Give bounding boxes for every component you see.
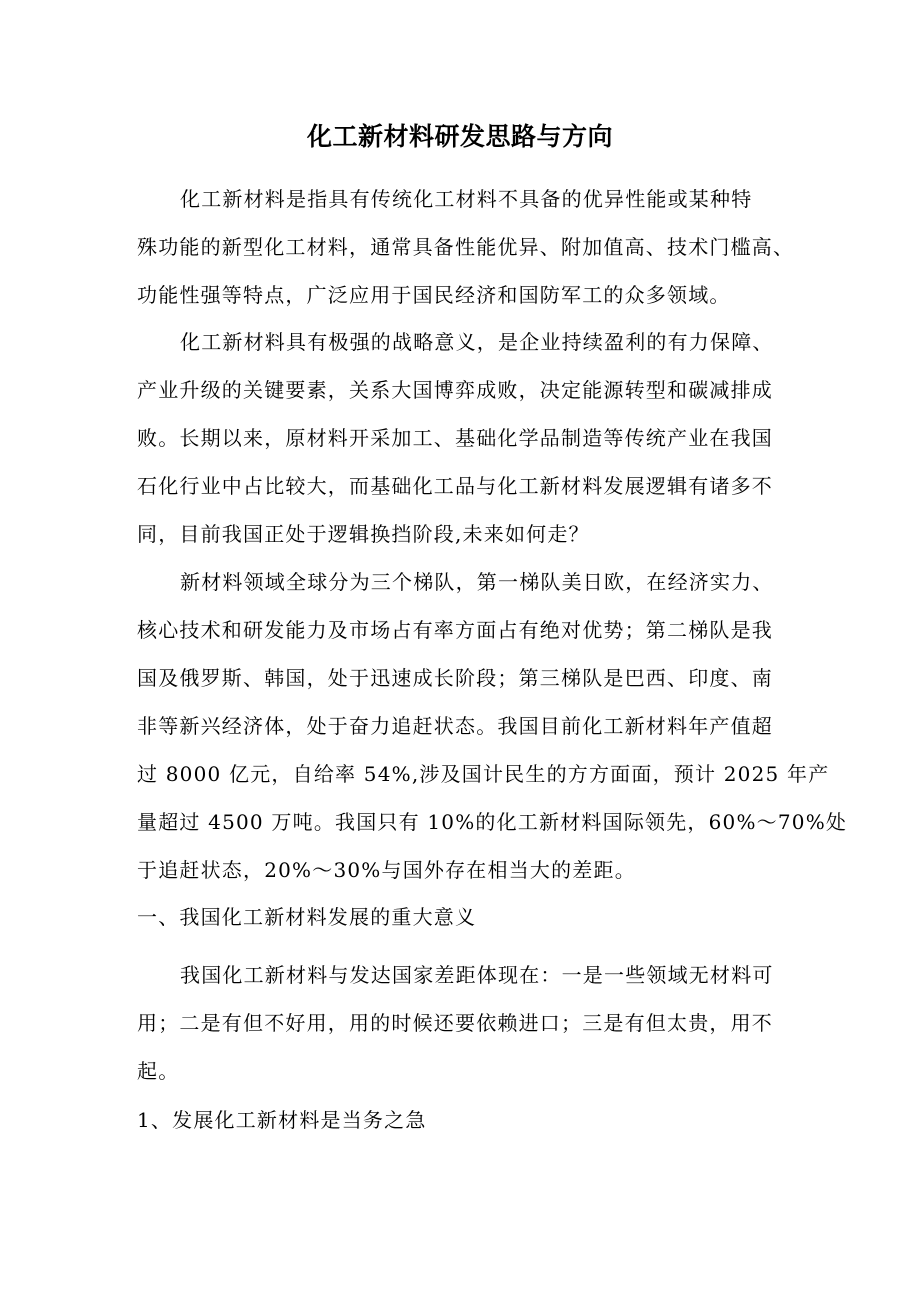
- paragraph-3-line-5: 过 8000 亿元，自给率 54%,涉及国计民生的方方面面，预计 2025 年产: [137, 762, 830, 786]
- paragraph-3-line-4: 非等新兴经济体，处于奋力追赶状态。我国目前化工新材料年产值超: [137, 714, 773, 738]
- section-paragraph-line-1: 我国化工新材料与发达国家差距体现在：一是一些领域无材料可: [180, 963, 774, 987]
- section-paragraph-line-3: 起。: [137, 1059, 180, 1083]
- paragraph-2-line-3: 败。长期以来，原材料开采加工、基础化学品制造等传统产业在我国: [137, 426, 773, 450]
- paragraph-3-line-7: 于追赶状态，20%～30%与国外存在相当大的差距。: [137, 858, 636, 882]
- subsection-heading: 1、发展化工新材料是当务之急: [137, 1108, 427, 1132]
- paragraph-3-line-2: 核心技术和研发能力及市场占有率方面占有绝对优势；第二梯队是我: [137, 618, 773, 642]
- document-title: 化工新材料研发思路与方向: [306, 122, 613, 151]
- paragraph-1-line-1: 化工新材料是指具有传统化工材料不具备的优异性能或某种特: [180, 187, 753, 211]
- paragraph-2-line-2: 产业升级的关键要素，关系大国博弈成败，决定能源转型和碳减排成: [137, 378, 773, 402]
- section-paragraph-line-2: 用；二是有但不好用，用的时候还要依赖进口；三是有但太贵，用不: [137, 1011, 773, 1035]
- paragraph-2-line-4: 石化行业中占比较大，而基础化工品与化工新材料发展逻辑有诸多不: [137, 474, 773, 498]
- paragraph-2-line-1: 化工新材料具有极强的战略意义，是企业持续盈利的有力保障、: [180, 330, 774, 354]
- paragraph-3-line-6: 量超过 4500 万吨。我国只有 10%的化工新材料国际领先，60%～70%处: [137, 810, 848, 834]
- paragraph-1-line-3: 功能性强等特点，广泛应用于国民经济和国防军工的众多领域。: [137, 283, 731, 307]
- paragraph-3-line-3: 国及俄罗斯、韩国，处于迅速成长阶段；第三梯队是巴西、印度、南: [137, 666, 773, 690]
- paragraph-1-line-2: 殊功能的新型化工材料，通常具备性能优异、附加值高、技术门槛高、: [137, 235, 795, 259]
- paragraph-2-line-5: 同，目前我国正处于逻辑换挡阶段,未来如何走？: [137, 522, 590, 546]
- paragraph-3-line-1: 新材料领域全球分为三个梯队，第一梯队美日欧，在经济实力、: [180, 570, 774, 594]
- section-heading: 一、我国化工新材料发展的重大意义: [137, 905, 477, 929]
